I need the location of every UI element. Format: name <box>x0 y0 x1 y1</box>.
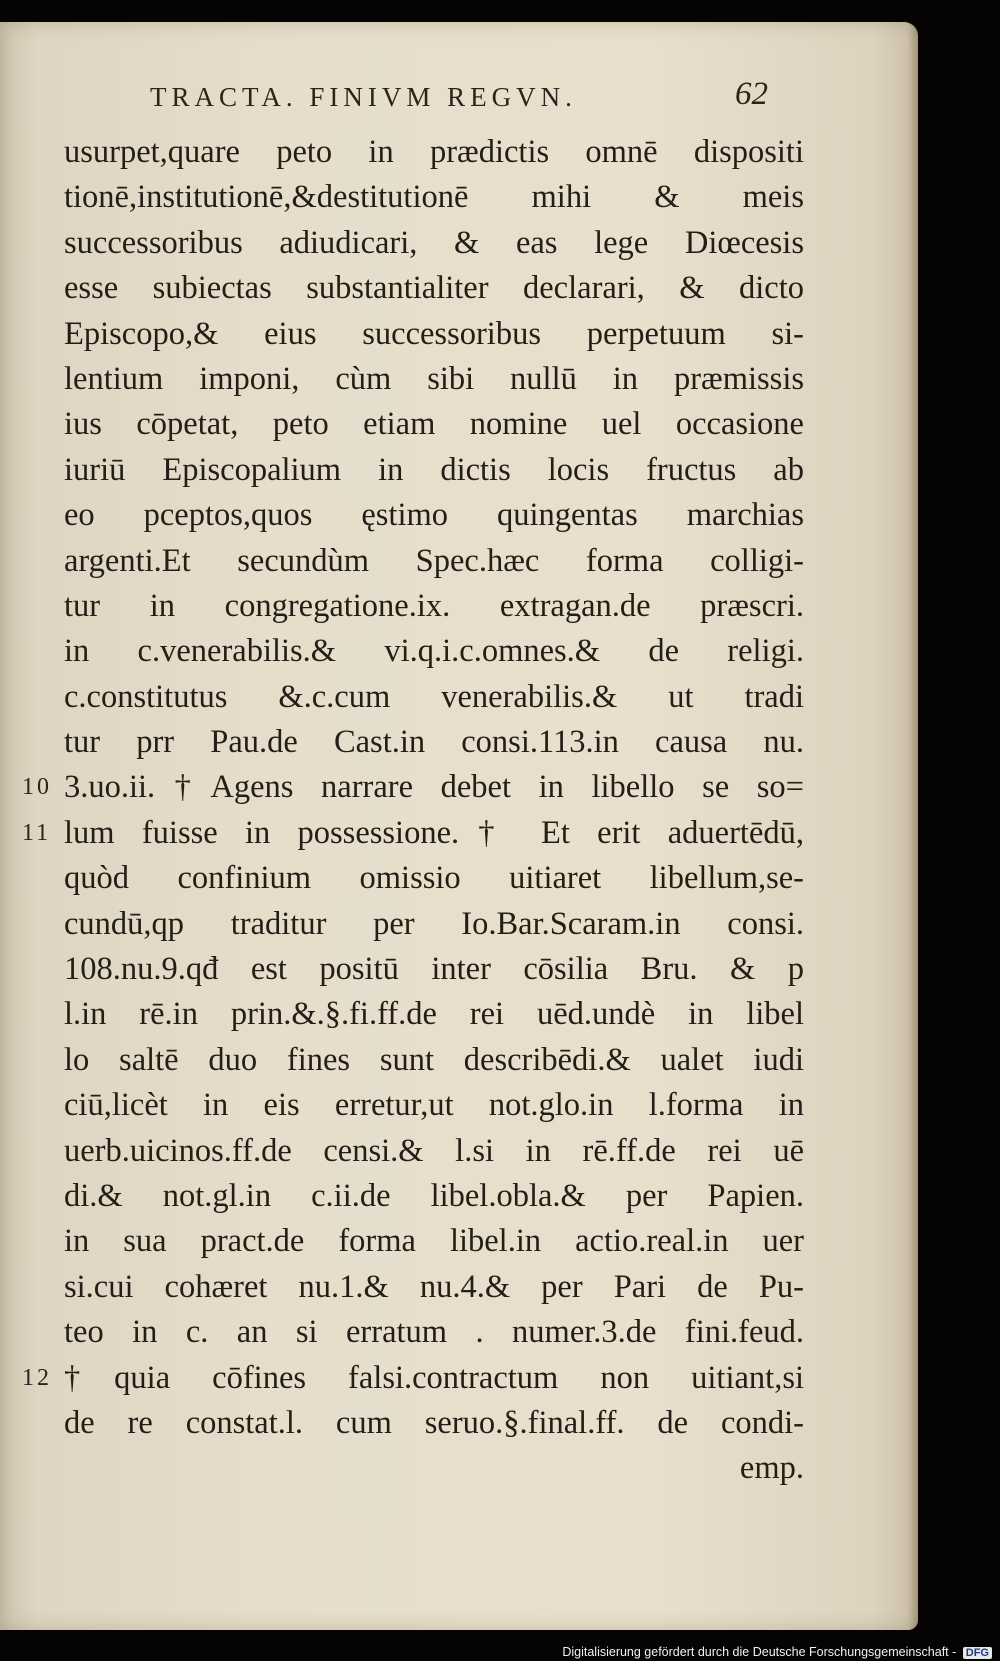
text-line: uerb.uicinos.ff.de censi.& l.si in rē.ff.de rei uē <box>64 1132 804 1169</box>
text-line-content: 3.uo.ii.†Agens narrare debet in libello se so= <box>64 769 804 806</box>
text-line-with-margin-number <box>22 811 804 856</box>
text-line: usurpet,quare peto in prædictis omnē dispositi <box>64 134 804 170</box>
text-line: ius cōpetat, peto etiam nomine uel occasione <box>64 406 804 443</box>
margin-number: 10 <box>22 774 52 801</box>
text-line: 108.nu.9.qđ est positū inter cōsilia Bru. & p <box>64 951 804 988</box>
text-line: tionē,institutionē,&destitutionē mihi & meis <box>64 179 804 216</box>
text-line-with-margin-number <box>22 765 804 810</box>
page-edge-shadow <box>908 22 918 1630</box>
text-line: lo saltē duo fines sunt describēdi.& ualet iudi <box>64 1041 804 1078</box>
text-line: Episcopo,& eius successoribus perpetuum si- <box>64 315 804 352</box>
text-line: in sua pract.de forma libel.in actio.real.in uer <box>64 1223 804 1260</box>
catchword: emp. <box>739 1450 804 1487</box>
text-line: de re constat.l. cum seruo.§.final.ff. de condi- <box>64 1404 804 1441</box>
text-line: teo in c. an si erratum . numer.3.de fini.feud. <box>64 1314 804 1351</box>
text-line: cundū,qp traditur per Io.Bar.Scaram.in consi. <box>64 905 804 942</box>
text-line-with-margin-number <box>22 1356 804 1401</box>
text-line: successoribus adiudicari, & eas lege Diœcesis <box>64 224 804 261</box>
book-page <box>0 22 918 1630</box>
body-text <box>22 130 804 1492</box>
text-line: ciū,licèt in eis erretur,ut not.glo.in l.forma in <box>64 1087 804 1124</box>
text-line: tur prr Pau.de Cast.in consi.113.in causa nu. <box>64 724 804 761</box>
dfg-logo-icon: DFG <box>963 1647 992 1659</box>
margin-number: 11 <box>22 819 52 846</box>
text-line: tur in congregatione.ix. extragan.de præscri. <box>64 587 804 624</box>
digitization-credit <box>562 1645 992 1659</box>
text-line: c.constitutus &.c.cum venerabilis.& ut tradi <box>64 678 804 715</box>
text-line: in c.venerabilis.& vi.q.i.c.omnes.& de religi. <box>64 633 804 670</box>
text-line: quòd confinium omissio uitiaret libellum,se- <box>64 860 804 897</box>
text-line: di.& not.gl.in c.ii.de libel.obla.& per Papien. <box>64 1177 804 1214</box>
folio-number: 62 <box>735 76 768 112</box>
text-line: si.cui cohæret nu.1.& nu.4.& per Pari de Pu- <box>64 1268 804 1305</box>
text-line: iuriū Episcopalium in dictis locis fructus ab <box>64 451 804 488</box>
text-line: esse subiectas substantialiter declarari, & dicto <box>64 270 804 307</box>
running-head: TRACTA. FINIVM REGVN. <box>150 82 577 112</box>
text-line-content: lum fuisse in possessione.† Et erit aduertēdū, <box>64 814 804 851</box>
margin-number: 12 <box>22 1364 52 1391</box>
text-line-content: †quia cōfines falsi.contractum non uitiant,si <box>64 1359 804 1396</box>
text-line: eo pceptos,quos ęstimo quingentas marchias <box>64 497 804 534</box>
credit-text: Digitalisierung gefördert durch die Deutsche Forschungsgemeinschaft - <box>562 1645 957 1659</box>
text-line: l.in rē.in prin.&.§.fi.ff.de rei uēd.undè in libel <box>64 996 804 1033</box>
text-line: lentium imponi, cùm sibi nullū in præmissis <box>64 360 804 397</box>
text-line: argenti.Et secundùm Spec.hæc forma colligi- <box>64 542 804 579</box>
